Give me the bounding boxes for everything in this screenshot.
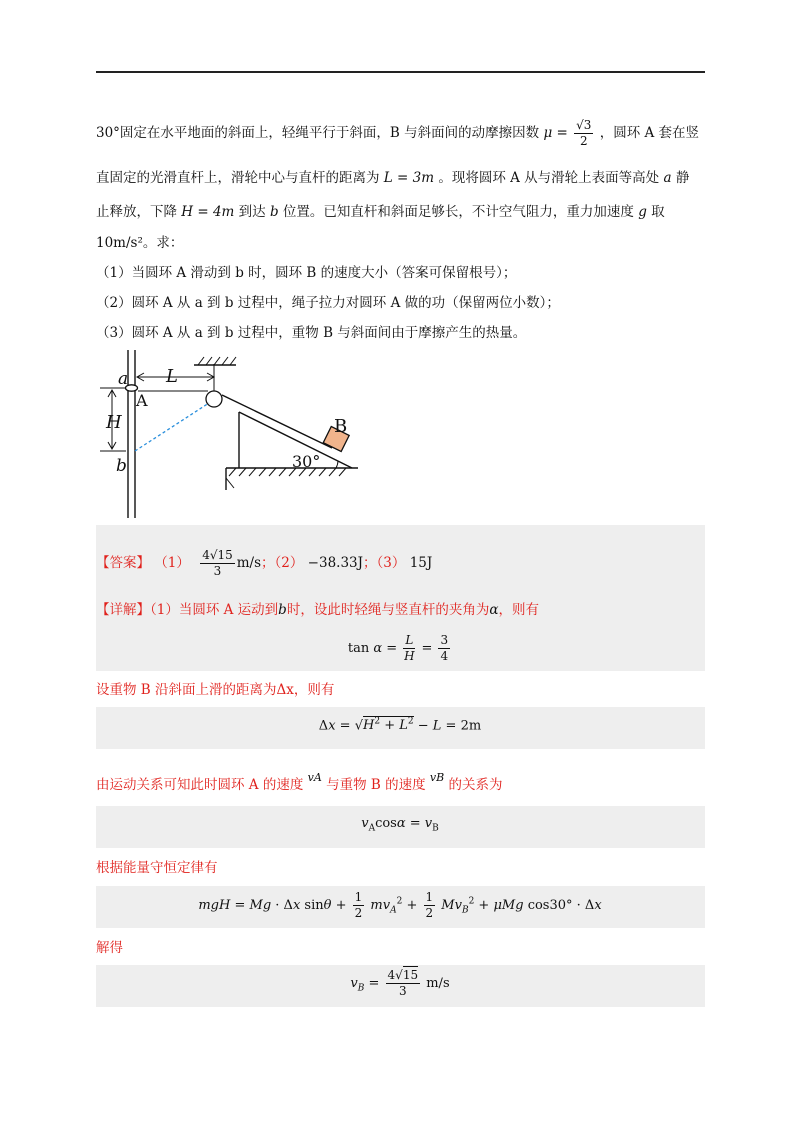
angle-arc — [336, 461, 338, 468]
problem-text: 静 — [675, 170, 690, 186]
answer-1-denominator: 3 — [213, 564, 222, 578]
detail-text: 由运动关系可知此时圆环 A 的速度 — [96, 777, 304, 793]
answer-1-unit: m/s — [236, 555, 262, 571]
detail-line-2: 设重物 B 沿斜面上滑的距离为Δx，则有 — [96, 682, 335, 698]
problem-text: 到达 — [238, 204, 266, 220]
label-angle-30: 30° — [292, 452, 321, 471]
question-3: （3）圆环 A 从 a 到 b 过程中，重物 B 与斜面间由于摩擦产生的热量。 — [96, 325, 527, 341]
detail-line-1 — [96, 600, 539, 620]
mu-fraction — [574, 118, 593, 149]
answer-line — [96, 548, 432, 579]
label-a: a — [118, 369, 129, 389]
detail-line-4: 根据能量守恒定律有 — [96, 860, 218, 876]
mu-numerator: √3 — [576, 118, 592, 132]
position-b: b — [269, 204, 279, 220]
answer-3-value: 15J — [409, 555, 433, 571]
ground-step-hatch — [226, 478, 234, 488]
distance-L: L = 3m — [383, 170, 435, 186]
problem-line-1 — [96, 118, 699, 149]
question-2: （2）圆环 A 从 a 到 b 过程中，绳子拉力对圆环 A 做的功（保留两位小数）； — [96, 295, 560, 311]
answer-1-numerator: 4√15 — [202, 548, 233, 562]
answer-part-2-label: ；（2） — [261, 555, 304, 571]
physics-diagram — [96, 350, 376, 520]
answer-tag: 【答案】 — [96, 555, 150, 571]
detail-line-3 — [96, 768, 503, 795]
question-1: （1）当圆环 A 滑动到 b 时，圆环 B 的速度大小（答案可保留根号）； — [96, 265, 517, 281]
problem-line-4: 10m/s²。求： — [96, 235, 184, 251]
velocity-vB: vB — [429, 771, 445, 784]
problem-text: 位置。已知直杆和斜面足够长，不计空气阻力，重力加速度 — [282, 204, 634, 220]
problem-text: ，圆环 A 套在竖 — [599, 125, 700, 141]
mu-symbol: μ = — [543, 125, 568, 141]
detail-text: ，则有 — [498, 602, 539, 618]
problem-text: 止释放，下降 — [96, 204, 177, 220]
mu-denominator: 2 — [579, 134, 588, 148]
ground-hatch — [229, 468, 346, 476]
answer-part-1-label: （1） — [154, 555, 190, 571]
equation-velocity-relation: $v_A\cos\alpha = v_B$ — [361, 816, 439, 834]
detail-line-5: 解得 — [96, 940, 123, 956]
header-rule — [96, 71, 705, 73]
rope-position-b — [135, 403, 209, 451]
answer-part-3-label: ；（3） — [363, 555, 406, 571]
answer-1-fraction — [200, 548, 235, 579]
label-L: L — [166, 366, 178, 387]
problem-line-3 — [96, 202, 665, 222]
problem-line-2 — [96, 168, 689, 188]
detail-text: 时，设此时轻绳与竖直杆的夹角为 — [286, 602, 490, 618]
equation-delta-x: $\Delta x = √H^2 + L^2 - L = 2m$ — [318, 717, 482, 734]
gravity-g: g — [638, 204, 647, 220]
detail-tag: 【详解】 — [96, 602, 150, 618]
angle-alpha: α — [489, 602, 499, 618]
problem-text: 取 — [651, 204, 665, 220]
velocity-vA: vA — [307, 771, 322, 784]
ceiling-hatch — [198, 357, 236, 365]
label-b: b — [116, 456, 127, 476]
equation-vB-result: $v_B$ = $\frac{4√15}{3}$ m/s — [350, 968, 450, 998]
label-H: H — [106, 412, 122, 433]
label-A: A — [136, 391, 148, 410]
equation-tan-alpha: tan α = $\frac{L}{H}$ = $\frac{3}{4}$ — [347, 633, 449, 663]
problem-text: 直固定的光滑直杆上，滑轮中心与直杆的距离为 — [96, 170, 380, 186]
detail-text: 的关系为 — [448, 777, 503, 793]
equation-energy: mgH = Mg · Δx sinθ + $\frac{1}{2}$ $mv_A^2$ + $\frac{1}{2}$ $Mv_B^2 + \mu Mg$ cos30° · Δx — [198, 890, 602, 920]
detail-text: （1）当圆环 A 运动到 — [150, 602, 279, 618]
pulley-icon — [206, 391, 222, 407]
label-B: B — [334, 416, 348, 437]
position-a: a — [663, 170, 672, 186]
problem-text: 30°固定在水平地面的斜面上，轻绳平行于斜面，B 与斜面间的动摩擦因数 — [96, 125, 540, 141]
height-H: H = 4m — [181, 204, 235, 220]
position-b: b — [278, 602, 287, 618]
problem-text: 。现将圆环 A 从与滑轮上表面等高处 — [438, 170, 660, 186]
detail-text: 与重物 B 的速度 — [326, 777, 426, 793]
answer-2-value: −38.33J — [307, 555, 364, 571]
